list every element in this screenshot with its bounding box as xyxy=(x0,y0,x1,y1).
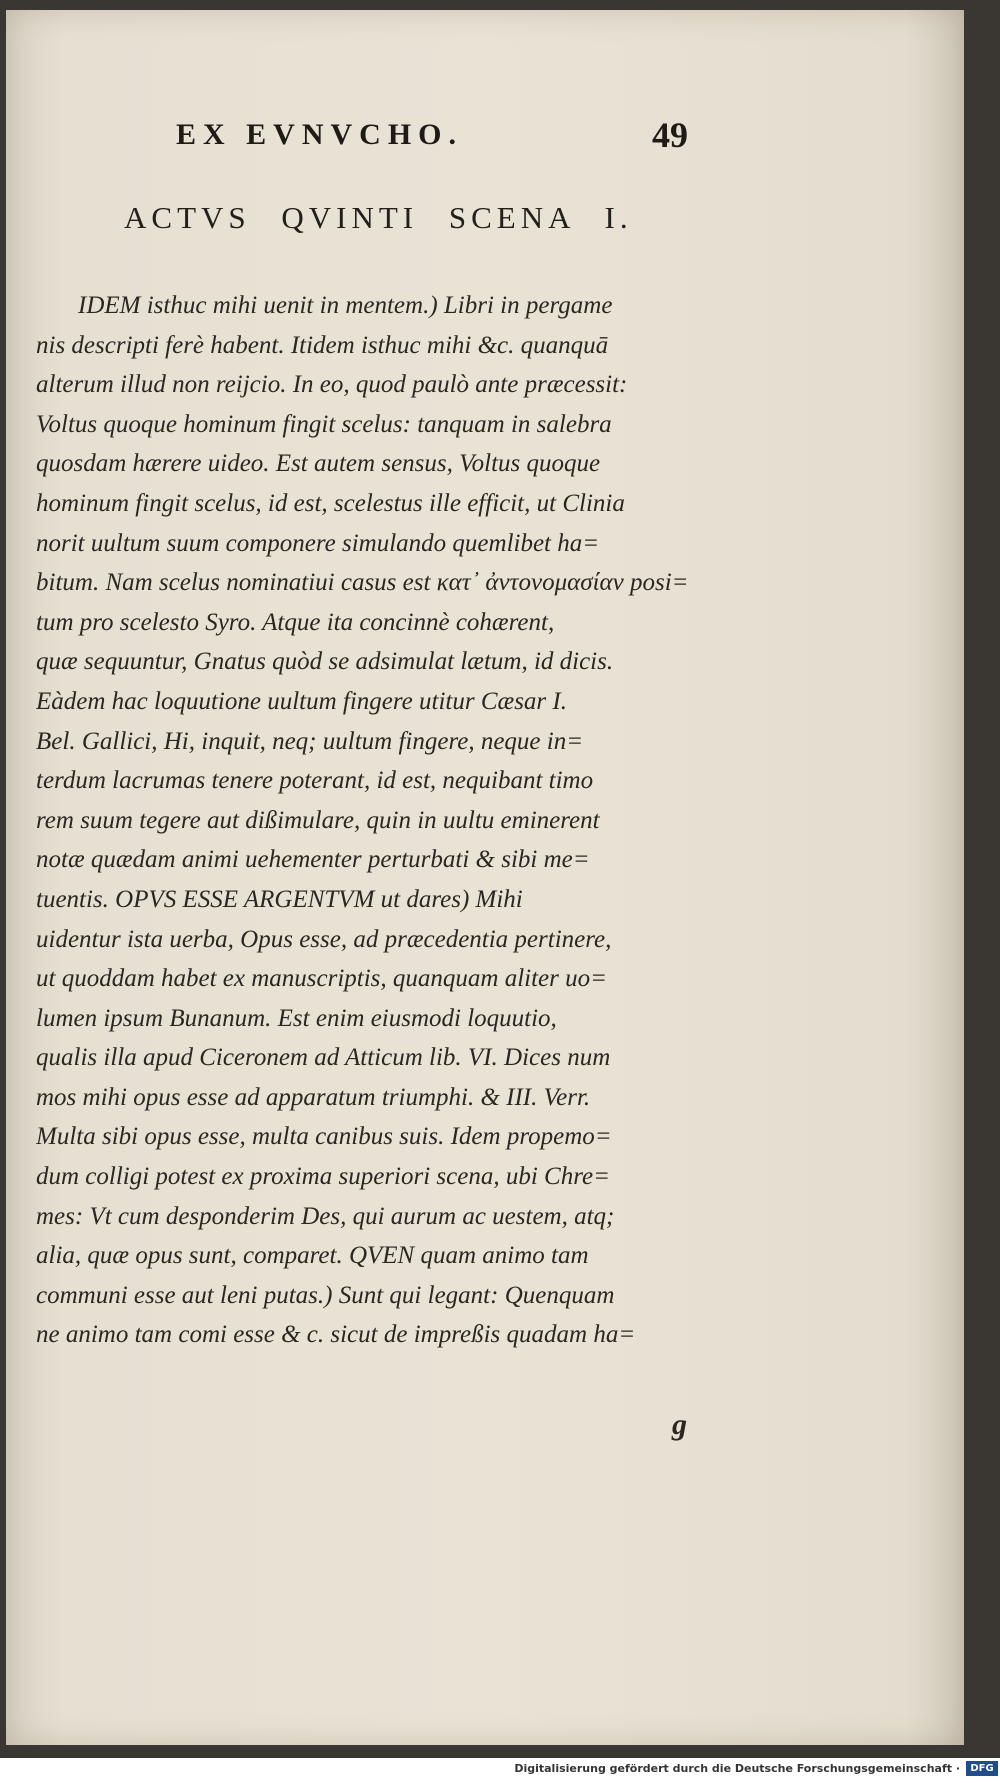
text-line: Voltus quoque hominum fingit scelus: tanquam in salebra xyxy=(36,410,612,438)
text-line: ne animo tam comi esse & c. sicut de impreßis quadam ha= xyxy=(36,1321,636,1349)
text-line: tum pro scelesto Syro. Atque ita concinnè cohærent, xyxy=(36,608,555,636)
text-line: ut quoddam habet ex manuscriptis, quanquam aliter uo= xyxy=(36,965,607,993)
text-line: mos mihi opus esse ad apparatum triumphi. & III. Verr. xyxy=(36,1083,591,1111)
text-line: quæ sequuntur, Gnatus quòd se adsimulat lætum, id dicis. xyxy=(36,648,614,676)
commentary-text xyxy=(36,286,746,1355)
text-line: bitum. Nam scelus nominatiui casus est κατ᾽ ἀντονομασίαν posi= xyxy=(36,569,689,597)
text-line: terdum lacrumas tenere poterant, id est, nequibant timo xyxy=(36,767,594,795)
text-line: IDEM isthuc mihi uenit in mentem.) Libri in pergame xyxy=(78,292,613,319)
text-line: quosdam hærere uideo. Est autem sensus, Voltus quoque xyxy=(36,450,601,478)
text-line: hominum fingit scelus, id est, scelestus ille efficit, ut Clinia xyxy=(36,489,625,517)
dfg-logo-icon: DFG xyxy=(966,1761,998,1776)
text-line: notæ quædam animi uehementer perturbati & sibi me= xyxy=(36,846,590,874)
text-line: norit uultum suum componere simulando quemlibet ha= xyxy=(36,529,600,557)
book-page xyxy=(6,10,964,1745)
text-line: qualis illa apud Ciceronem ad Atticum lib. VI. Dices num xyxy=(36,1044,611,1072)
text-line: nis descripti ferè habent. Itidem isthuc mihi &c. quanquā xyxy=(36,331,609,359)
text-line: Multa sibi opus esse, multa canibus suis. Idem propemo= xyxy=(36,1123,612,1151)
text-line: tuentis. OPVS ESSE ARGENTVM ut dares) Mihi xyxy=(36,885,523,913)
page-number: 49 xyxy=(652,115,688,155)
text-line: alia, quæ opus sunt, comparet. QVEN quam animo tam xyxy=(36,1242,589,1270)
text-line: Eàdem hac loquutione uultum fingere utitur Cæsar I. xyxy=(36,687,567,715)
text-line: uidentur ista uerba, Opus esse, ad præcedentia pertinere, xyxy=(36,925,612,953)
scene-heading: ACTVS QVINTI SCENA I. xyxy=(124,200,633,235)
text-line: alterum illud non reijcio. In eo, quod paulò ante præcessit: xyxy=(36,371,628,399)
text-line: mes: Vt cum desponderim Des, qui aurum ac uestem, atq; xyxy=(36,1202,615,1230)
text-line: communi esse aut leni putas.) Sunt qui legant: Quenquam xyxy=(36,1281,615,1309)
text-line: Bel. Gallici, Hi, inquit, neq; uultum fingere, neque in= xyxy=(36,727,584,755)
signature-mark: g xyxy=(672,1408,687,1441)
text-line: dum colligi potest ex proxima superiori scena, ubi Chre= xyxy=(36,1163,610,1191)
text-line: rem suum tegere aut dißimulare, quin in uultu eminerent xyxy=(36,806,600,834)
running-head: EX EVNVCHO. xyxy=(176,118,464,151)
digitization-footer xyxy=(0,1758,1000,1783)
funding-credit: Digitalisierung gefördert durch die Deutsche Forschungsgemeinschaft · xyxy=(514,1762,960,1775)
text-line: lumen ipsum Bunanum. Est enim eiusmodi loquutio, xyxy=(36,1004,557,1032)
